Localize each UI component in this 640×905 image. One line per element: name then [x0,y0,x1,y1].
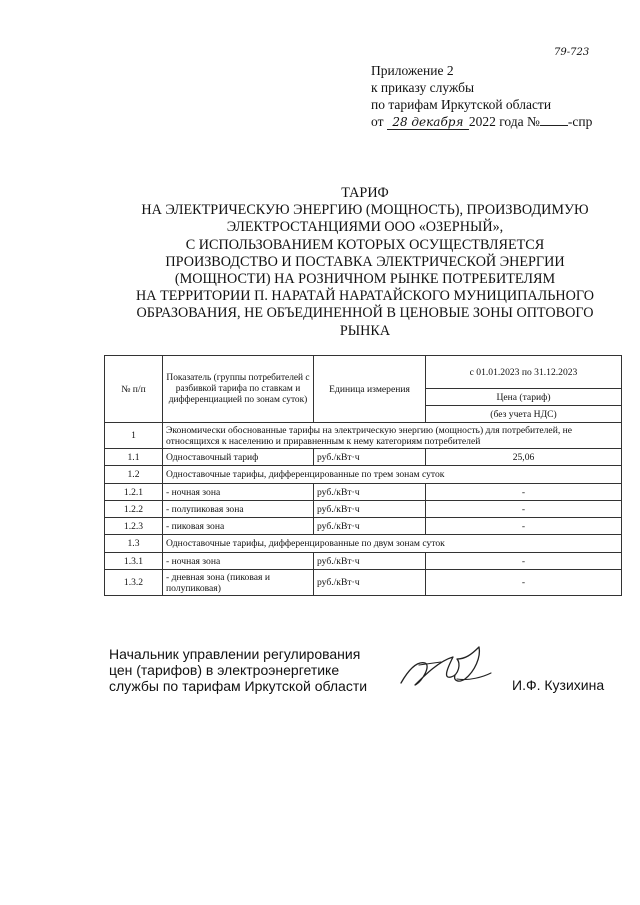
order-number: 79-723 [554,47,590,58]
order-year: 2022 года № [468,114,540,129]
row-text: Одноставочные тарифы, дифференцированные по трем зонам суток [163,466,622,484]
appendix-line-2: к приказу службы [371,80,475,95]
header-unit: Единица измерения [314,356,426,423]
row-num: 1.1 [105,449,163,466]
header-vat: (без учета НДС) [426,406,622,423]
row-num: 1.2.1 [105,484,163,501]
row-unit: руб./кВт·ч [314,553,426,570]
footer-line-2: цен (тарифов) в электроэнергетике [109,662,340,678]
row-value: - [426,484,622,501]
header-period: с 01.01.2023 по 31.12.2023 [426,356,622,389]
row-value: - [426,501,622,518]
table-row [105,570,622,596]
row-value: - [426,518,622,535]
row-unit: руб./кВт·ч [314,501,426,518]
row-num: 1.3.1 [105,553,163,570]
title-line: ПРОИЗВОДСТВО И ПОСТАВКА ЭЛЕКТРИЧЕСКОЙ ЭНЕРГИИ [165,253,565,270]
row-num: 1 [105,423,163,449]
row-text: Одноставочный тариф [163,449,314,466]
row-num: 1.2.3 [105,518,163,535]
table-row [105,501,622,518]
order-date: 28 декабря [387,115,469,130]
row-text: Экономически обоснованные тарифы на электрическую энергию (мощность) для потребителей, не относящихся к населению и приравненным к нему категориям потребителей [163,423,622,449]
table-row [105,466,622,484]
appendix-block [371,62,592,130]
title-line: НА ТЕРРИТОРИИ П. НАРАТАЙ НАРАТАЙСКОГО МУНИЦИПАЛЬНОГО [136,288,594,305]
table-row [105,423,622,449]
row-text: - дневная зона (пиковая и полупиковая) [163,570,314,596]
header-num: № п/п [105,356,163,423]
footer-line-3: службы по тарифам Иркутской области [109,678,368,694]
from-label: от [371,114,384,129]
title-line: ТАРИФ [341,185,389,201]
header-row [105,356,622,389]
row-unit: руб./кВт·ч [314,484,426,501]
table-row [105,449,622,466]
row-unit: руб./кВт·ч [314,518,426,535]
appendix-line-1: Приложение 2 [371,63,454,78]
table-row [105,518,622,535]
row-num: 1.2.2 [105,501,163,518]
row-num: 1.3.2 [105,570,163,596]
row-value: - [426,570,622,596]
footer-block [109,646,367,694]
row-value: - [426,553,622,570]
header-price: Цена (тариф) [426,389,622,406]
title-line: ЭЛЕКТРОСТАНЦИЯМИ ООО «ОЗЕРНЫЙ», [226,219,504,236]
row-text: - полупиковая зона [163,501,314,518]
table-row [105,484,622,501]
document-title [95,185,635,340]
appendix-line-3: по тарифам Иркутской области [371,97,552,112]
appendix-line-4 [371,113,592,130]
row-unit: руб./кВт·ч [314,449,426,466]
signature-image [395,635,495,695]
order-number-line [540,125,568,126]
row-num: 1.3 [105,535,163,553]
footer-line-1: Начальник управлении регулирования [109,646,361,662]
tariff-table [104,355,622,596]
header-indicator: Показатель (группы потребителей с разбивкой тарифа по ставкам и дифференциацией по зонам суток) [163,356,314,423]
title-line: НА ЭЛЕКТРИЧЕСКУЮ ЭНЕРГИЮ (МОЩНОСТЬ), ПРОИЗВОДИМУЮ [141,202,589,219]
table-row [105,535,622,553]
signer-name: И.Ф. Кузихина [512,677,605,693]
title-line: РЫНКА [339,322,391,339]
row-text: - ночная зона [163,484,314,501]
title-line: С ИСПОЛЬЗОВАНИЕМ КОТОРЫХ ОСУЩЕСТВЛЯЕТСЯ [185,236,545,253]
row-text: - ночная зона [163,553,314,570]
table-row [105,553,622,570]
row-text: Одноставочные тарифы, дифференцированные по двум зонам суток [163,535,622,553]
row-text: - пиковая зона [163,518,314,535]
row-num: 1.2 [105,466,163,484]
title-line: ОБРАЗОВАНИЯ, НЕ ОБЪЕДИНЕННОЙ В ЦЕНОВЫЕ ЗОНЫ ОПТОВОГО [136,305,594,322]
title-line: (МОЩНОСТИ) НА РОЗНИЧНОМ РЫНКЕ ПОТРЕБИТЕЛЯМ [174,271,556,288]
row-unit: руб./кВт·ч [314,570,426,596]
row-value: 25,06 [426,449,622,466]
order-suffix: -спр [567,114,593,129]
